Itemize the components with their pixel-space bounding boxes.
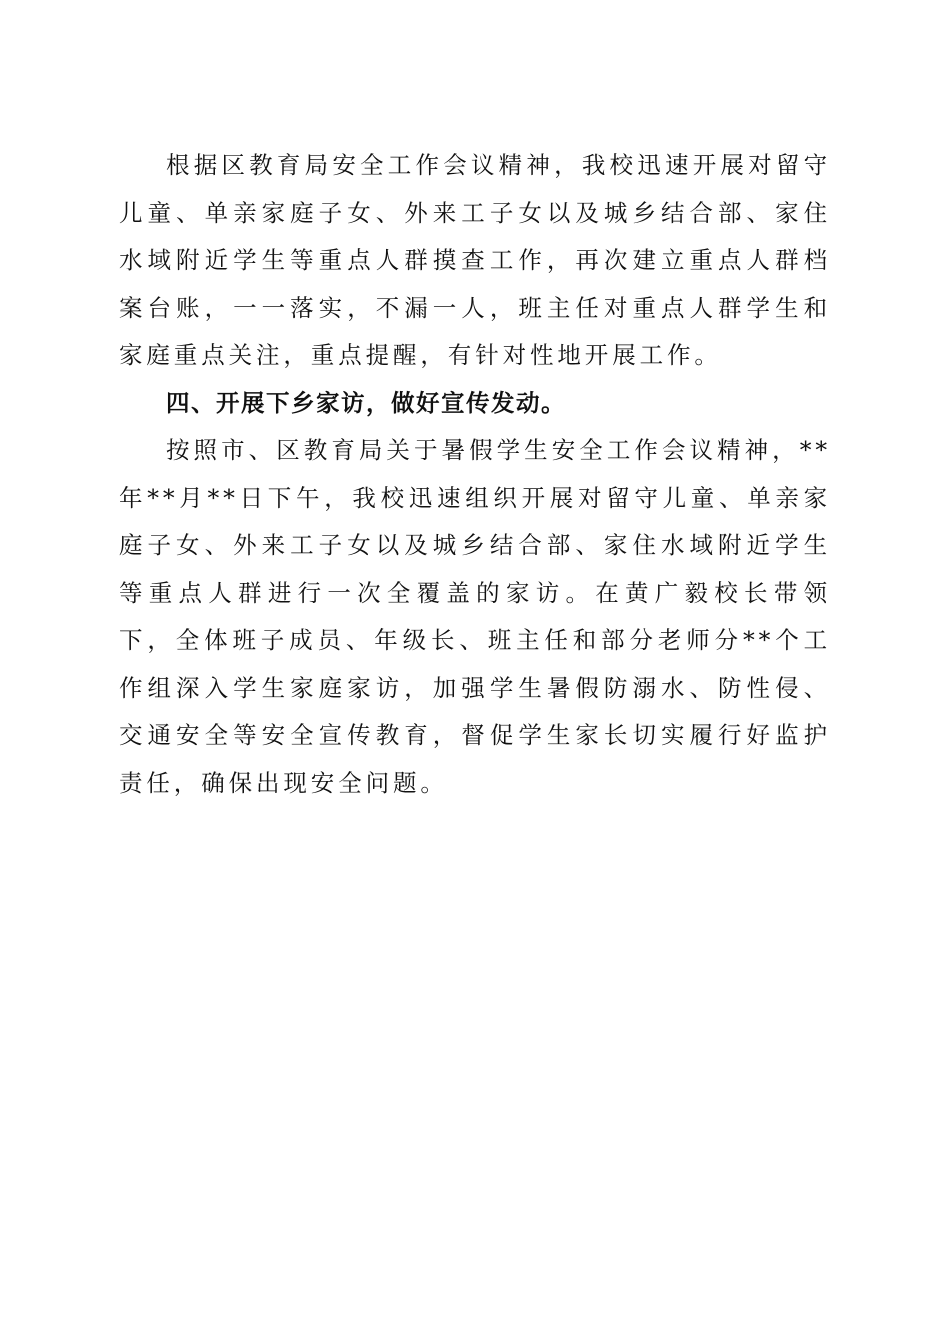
paragraph-home-visits: 按照市、区教育局关于暑假学生安全工作会议精神，**年**月**日下午，我校迅速组织开展对留守儿童、单亲家庭子女、外来工子女以及城乡结合部、家住水域附近学生等重点人群进行一次全覆盖的家访。在黄广毅校长带领下，全体班子成员、年级长、班主任和部分老师分**个工作组深入学生家庭家访，加强学生暑假防溺水、防性侵、交通安全等安全宣传教育，督促学生家长切实履行好监护责任，确保出现安全问题。 bbox=[119, 436, 831, 797]
paragraph-key-groups: 根据区教育局安全工作会议精神，我校迅速开展对留守儿童、单亲家庭子女、外来工子女以及城乡结合部、家住水域附近学生等重点人群摸查工作，再次建立重点人群档案台账，一一落实，不漏一人，班主任对重点人群学生和家庭重点关注，重点提醒，有针对性地开展工作。 bbox=[119, 151, 831, 369]
document-body bbox=[119, 142, 831, 807]
section-heading-home-visits: 四、开展下乡家访，做好宣传发动。 bbox=[166, 388, 566, 417]
